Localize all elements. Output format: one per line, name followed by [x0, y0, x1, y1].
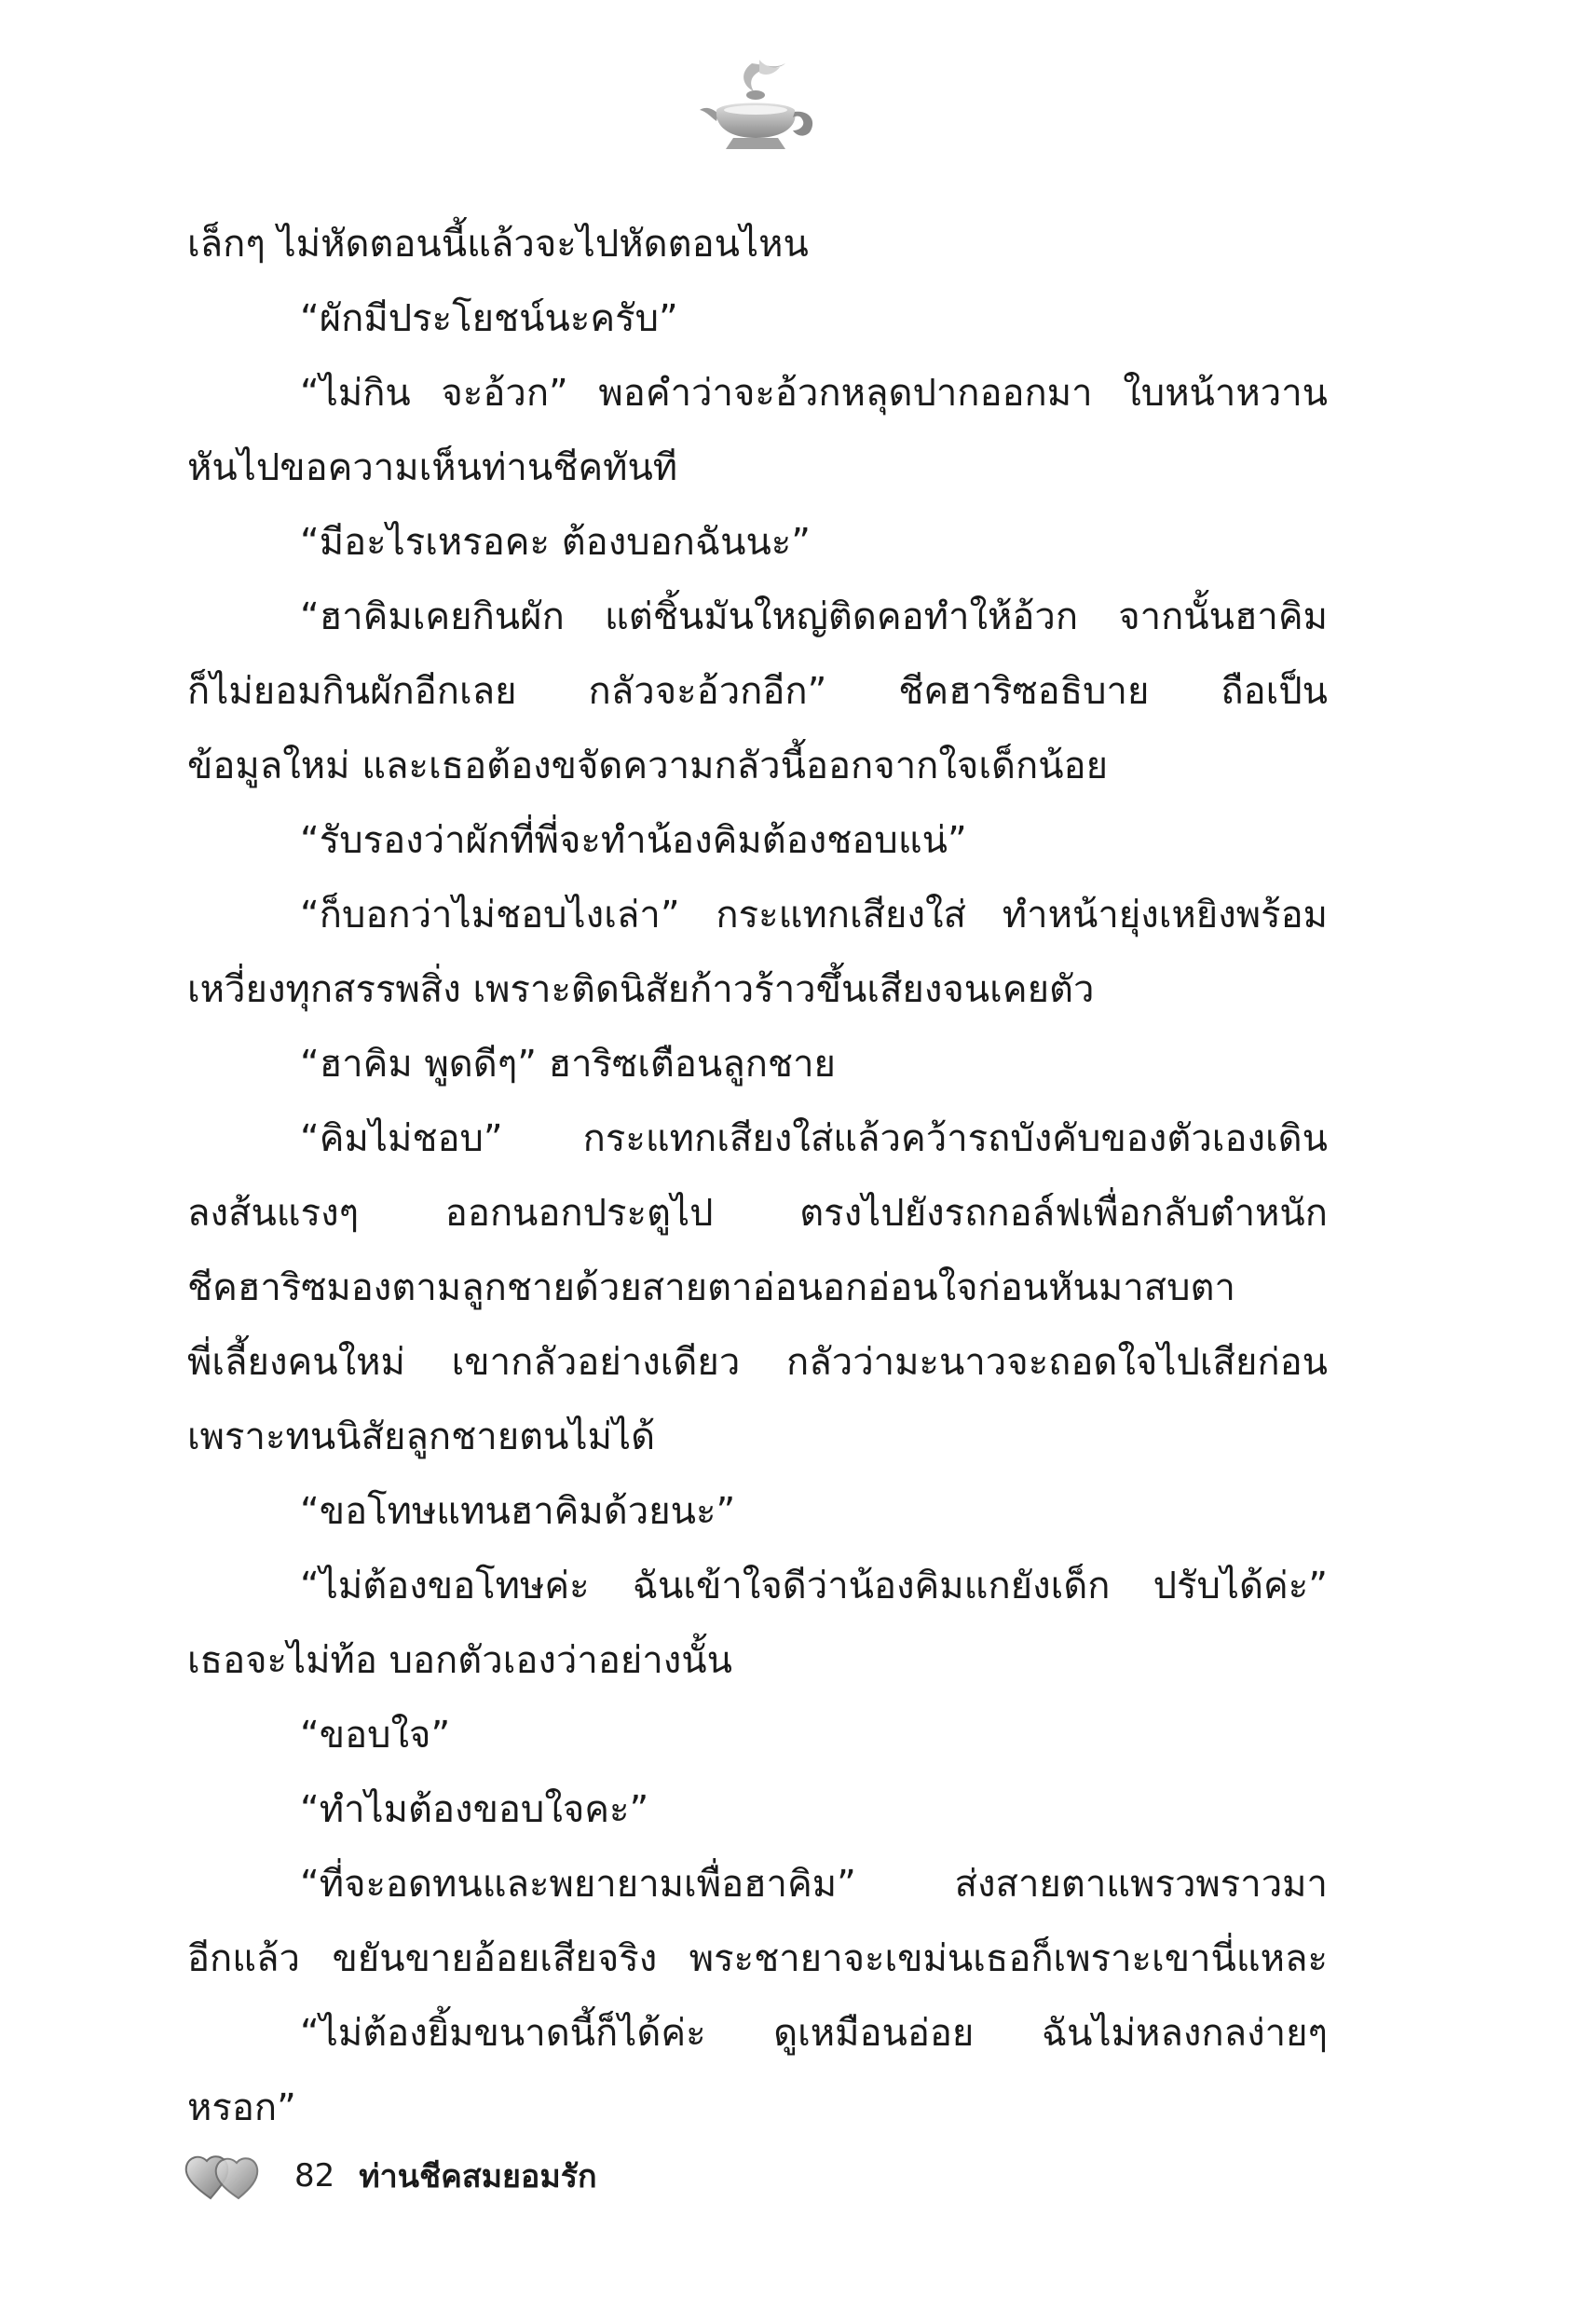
- double-heart-icon: [183, 2150, 268, 2202]
- page-number: 82: [294, 2157, 335, 2195]
- text-line: “ขอบใจ”: [300, 1714, 451, 1757]
- text-line: เล็กๆ ไม่หัดตอนนี้แล้วจะไปหัดตอนไหน: [187, 223, 809, 266]
- text-line: “ไม่กิน จะอ้วก” พอคำว่าจะอ้วกหลุดปากออกมา ใบหน้าหวาน: [300, 372, 1328, 415]
- text-line: พี่เลี้ยงคนใหม่ เขากลัวอย่างเดียว กลัวว่ามะนาวจะถอดใจไปเสียก่อน: [187, 1341, 1328, 1384]
- text-line: เพราะทนนิสัยลูกชายตนไม่ได้: [187, 1415, 656, 1458]
- genie-lamp-ornament-icon: [694, 56, 825, 158]
- text-line: อีกแล้ว ขยันขายอ้อยเสียจริง พระชายาจะเขม่นเธอก็เพราะเขานี่แหละ: [187, 1937, 1328, 1980]
- text-line: “ทำไมต้องขอบใจคะ”: [300, 1788, 649, 1831]
- text-line: เหวี่ยงทุกสรรพสิ่ง เพราะติดนิสัยก้าวร้าวขึ้นเสียงจนเคยตัว: [187, 968, 1095, 1011]
- text-line: “ฮาคิม พูดดีๆ” ฮาริซเตือนลูกชาย: [300, 1043, 836, 1086]
- text-line: ชีคฮาริซมองตามลูกชายด้วยสายตาอ่อนอกอ่อนใจก่อนหันมาสบตา: [187, 1266, 1235, 1309]
- text-line: “ไม่ต้องยิ้มขนาดนี้ก็ได้ค่ะ ดูเหมือนอ่อย ฉันไม่หลงกลง่ายๆ: [300, 2012, 1328, 2055]
- text-line: “ที่จะอดทนและพยายามเพื่อฮาคิม” ส่งสายตาแพรวพราวมา: [300, 1863, 1328, 1906]
- text-line: “ผักมีประโยชน์นะครับ”: [300, 297, 678, 340]
- text-line: “คิมไม่ชอบ” กระแทกเสียงใส่แล้วคว้ารถบังคับของตัวเองเดิน: [300, 1117, 1328, 1160]
- text-body: [187, 207, 1328, 2145]
- text-line: หันไปขอความเห็นท่านชีคทันที: [187, 446, 678, 489]
- text-line: “ไม่ต้องขอโทษค่ะ ฉันเข้าใจดีว่าน้องคิมแกยังเด็ก ปรับได้ค่ะ”: [300, 1565, 1328, 1607]
- text-line: หรอก”: [187, 2086, 296, 2129]
- text-line: ลงส้นแรงๆ ออกนอกประตูไป ตรงไปยังรถกอล์ฟเพื่อกลับตำหนัก: [187, 1192, 1328, 1235]
- text-line: “ขอโทษแทนฮาคิมด้วยนะ”: [300, 1490, 736, 1533]
- book-title: ท่านชีคสมยอมรัก: [359, 2158, 597, 2195]
- text-line: ก็ไม่ยอมกินผักอีกเลย กลัวจะอ้วกอีก” ชีคฮาริซอธิบาย ถือเป็น: [187, 670, 1328, 713]
- text-line: “ฮาคิมเคยกินผัก แต่ชิ้นมันใหญ่ติดคอทำให้อ้วก จากนั้นฮาคิม: [300, 595, 1328, 638]
- text-line: “มีอะไรเหรอคะ ต้องบอกฉันนะ”: [300, 521, 812, 564]
- text-line: ข้อมูลใหม่ และเธอต้องขจัดความกลัวนี้ออกจากใจเด็กน้อย: [187, 745, 1109, 787]
- text-line: “ก็บอกว่าไม่ชอบไงเล่า” กระแทกเสียงใส่ ทำหน้ายุ่งเหยิงพร้อม: [300, 894, 1328, 937]
- text-line: เธอจะไม่ท้อ บอกตัวเองว่าอย่างนั้น: [187, 1639, 732, 1682]
- page-footer: [183, 2148, 597, 2204]
- text-line: “รับรองว่าผักที่พี่จะทำน้องคิมต้องชอบแน่”: [300, 819, 967, 862]
